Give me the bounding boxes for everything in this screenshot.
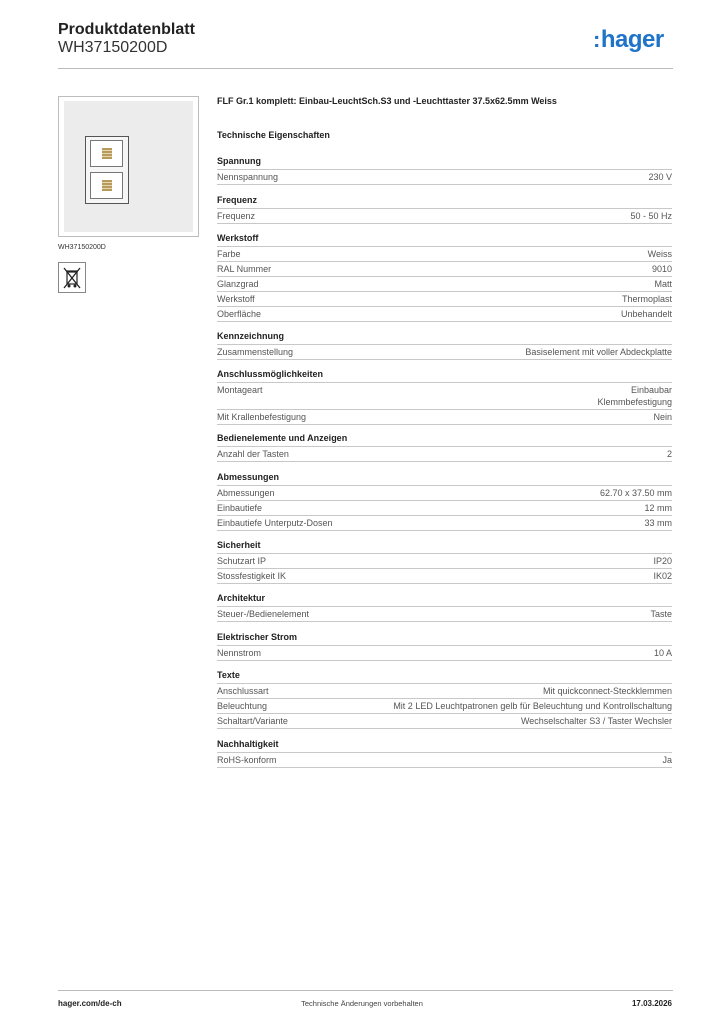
crossed-bin-icon	[59, 263, 85, 292]
section-heading: Technische Eigenschaften	[217, 130, 330, 140]
property-group	[217, 330, 672, 360]
group-title: Architektur	[217, 592, 672, 607]
group-title: Frequenz	[217, 194, 672, 209]
property-label: Abmessungen	[217, 488, 275, 498]
group-title: Elektrischer Strom	[217, 631, 672, 646]
group-title: Sicherheit	[217, 539, 672, 554]
property-value: Wechselschalter S3 / Taster Wechsler	[520, 716, 672, 726]
property-label: Nennspannung	[217, 172, 279, 182]
property-value: 9010	[651, 264, 672, 274]
property-label: Mit Krallenbefestigung	[217, 412, 307, 422]
rocker-key-bottom	[90, 172, 123, 199]
led-lens-icon	[102, 148, 112, 159]
property-value: Mit quickconnect-Steckklemmen	[542, 686, 672, 696]
property-row	[217, 554, 672, 569]
footer-date: 17.03.2026	[631, 999, 672, 1008]
property-label: Nennstrom	[217, 648, 262, 658]
property-row	[217, 307, 672, 322]
property-row	[217, 714, 672, 729]
property-value: 230 V	[648, 172, 672, 182]
property-group	[217, 155, 672, 185]
property-value: 12 mm	[644, 503, 672, 513]
property-value: Einbaubar Klemmbefestigung	[597, 385, 672, 407]
property-label: Farbe	[217, 249, 241, 259]
property-row	[217, 569, 672, 584]
product-description: FLF Gr.1 komplett: Einbau-LeuchtSch.S3 und -Leuchttaster 37.5x62.5mm Weiss	[217, 96, 557, 106]
property-row	[217, 684, 672, 699]
property-value: Basiselement mit voller Abdeckplatte	[525, 347, 672, 357]
property-row	[217, 516, 672, 531]
property-row	[217, 410, 672, 425]
property-row	[217, 501, 672, 516]
property-value: Nein	[653, 412, 672, 422]
article-number: WH37150200D	[58, 39, 168, 56]
property-row	[217, 345, 672, 360]
property-label: Stossfestigkeit IK	[217, 571, 287, 581]
property-value: Mit 2 LED Leuchtpatronen gelb für Beleuchtung und Kontrollschaltung	[393, 701, 672, 711]
property-group	[217, 232, 672, 322]
property-value: IP20	[653, 556, 672, 566]
property-group	[217, 471, 672, 531]
page-title: Produktdatenblatt	[58, 21, 195, 38]
property-label: Beleuchtung	[217, 701, 268, 711]
hager-logo[interactable]: :hager	[593, 26, 664, 53]
property-row	[217, 247, 672, 262]
property-row	[217, 753, 672, 768]
property-value: Unbehandelt	[620, 309, 672, 319]
property-group	[217, 669, 672, 729]
group-title: Werkstoff	[217, 232, 672, 247]
cover-plate	[64, 101, 193, 232]
property-row	[217, 262, 672, 277]
property-label: RAL Nummer	[217, 264, 272, 274]
property-value: Weiss	[647, 249, 672, 259]
property-row	[217, 646, 672, 661]
property-label: Schutzart IP	[217, 556, 267, 566]
property-label: Montageart	[217, 385, 263, 395]
group-title: Spannung	[217, 155, 672, 170]
group-title: Bedienelemente und Anzeigen	[217, 432, 672, 447]
header-divider	[58, 68, 673, 69]
rocker-key-top	[90, 140, 123, 167]
property-value: 10 A	[653, 648, 672, 658]
property-value: Thermoplast	[621, 294, 672, 304]
group-title: Texte	[217, 669, 672, 684]
property-value: 62.70 x 37.50 mm	[599, 488, 672, 498]
property-group	[217, 194, 672, 224]
property-label: Werkstoff	[217, 294, 255, 304]
property-value: 2	[666, 449, 672, 459]
property-label: Einbautiefe	[217, 503, 263, 513]
property-value: Ja	[662, 755, 672, 765]
footer-disclaimer: Technische Änderungen vorbehalten	[301, 999, 423, 1008]
image-caption: WH37150200D	[58, 244, 106, 251]
property-label: Glanzgrad	[217, 279, 259, 289]
property-label: Steuer-/Bedienelement	[217, 609, 310, 619]
property-row	[217, 383, 672, 410]
property-label: Einbautiefe Unterputz-Dosen	[217, 518, 333, 528]
property-row	[217, 447, 672, 462]
property-row	[217, 170, 672, 185]
switch-frame	[85, 136, 129, 204]
property-row	[217, 699, 672, 714]
property-row	[217, 607, 672, 622]
property-group	[217, 631, 672, 661]
property-group	[217, 368, 672, 425]
property-value: Taste	[650, 609, 672, 619]
property-group	[217, 738, 672, 768]
group-title: Nachhaltigkeit	[217, 738, 672, 753]
property-row	[217, 209, 672, 224]
led-lens-icon	[102, 180, 112, 191]
product-image	[58, 96, 199, 237]
group-title: Abmessungen	[217, 471, 672, 486]
property-value: IK02	[653, 571, 672, 581]
property-label: Schaltart/Variante	[217, 716, 288, 726]
logo-text: hager	[600, 26, 664, 53]
footer-divider	[58, 990, 673, 991]
property-value: 33 mm	[644, 518, 672, 528]
footer-website-link[interactable]: hager.com/de-ch	[58, 999, 122, 1008]
property-group	[217, 432, 672, 462]
property-row	[217, 277, 672, 292]
property-label: RoHS-konform	[217, 755, 277, 765]
property-value: Matt	[654, 279, 672, 289]
weee-recycling-icon	[58, 262, 86, 293]
group-title: Kennzeichnung	[217, 330, 672, 345]
property-value: 50 - 50 Hz	[630, 211, 672, 221]
property-row	[217, 292, 672, 307]
property-label: Anzahl der Tasten	[217, 449, 289, 459]
property-group	[217, 539, 672, 584]
property-row	[217, 486, 672, 501]
property-label: Zusammenstellung	[217, 347, 294, 357]
property-label: Anschlussart	[217, 686, 269, 696]
property-label: Oberfläche	[217, 309, 262, 319]
group-title: Anschlussmöglichkeiten	[217, 368, 672, 383]
property-label: Frequenz	[217, 211, 256, 221]
property-group	[217, 592, 672, 622]
